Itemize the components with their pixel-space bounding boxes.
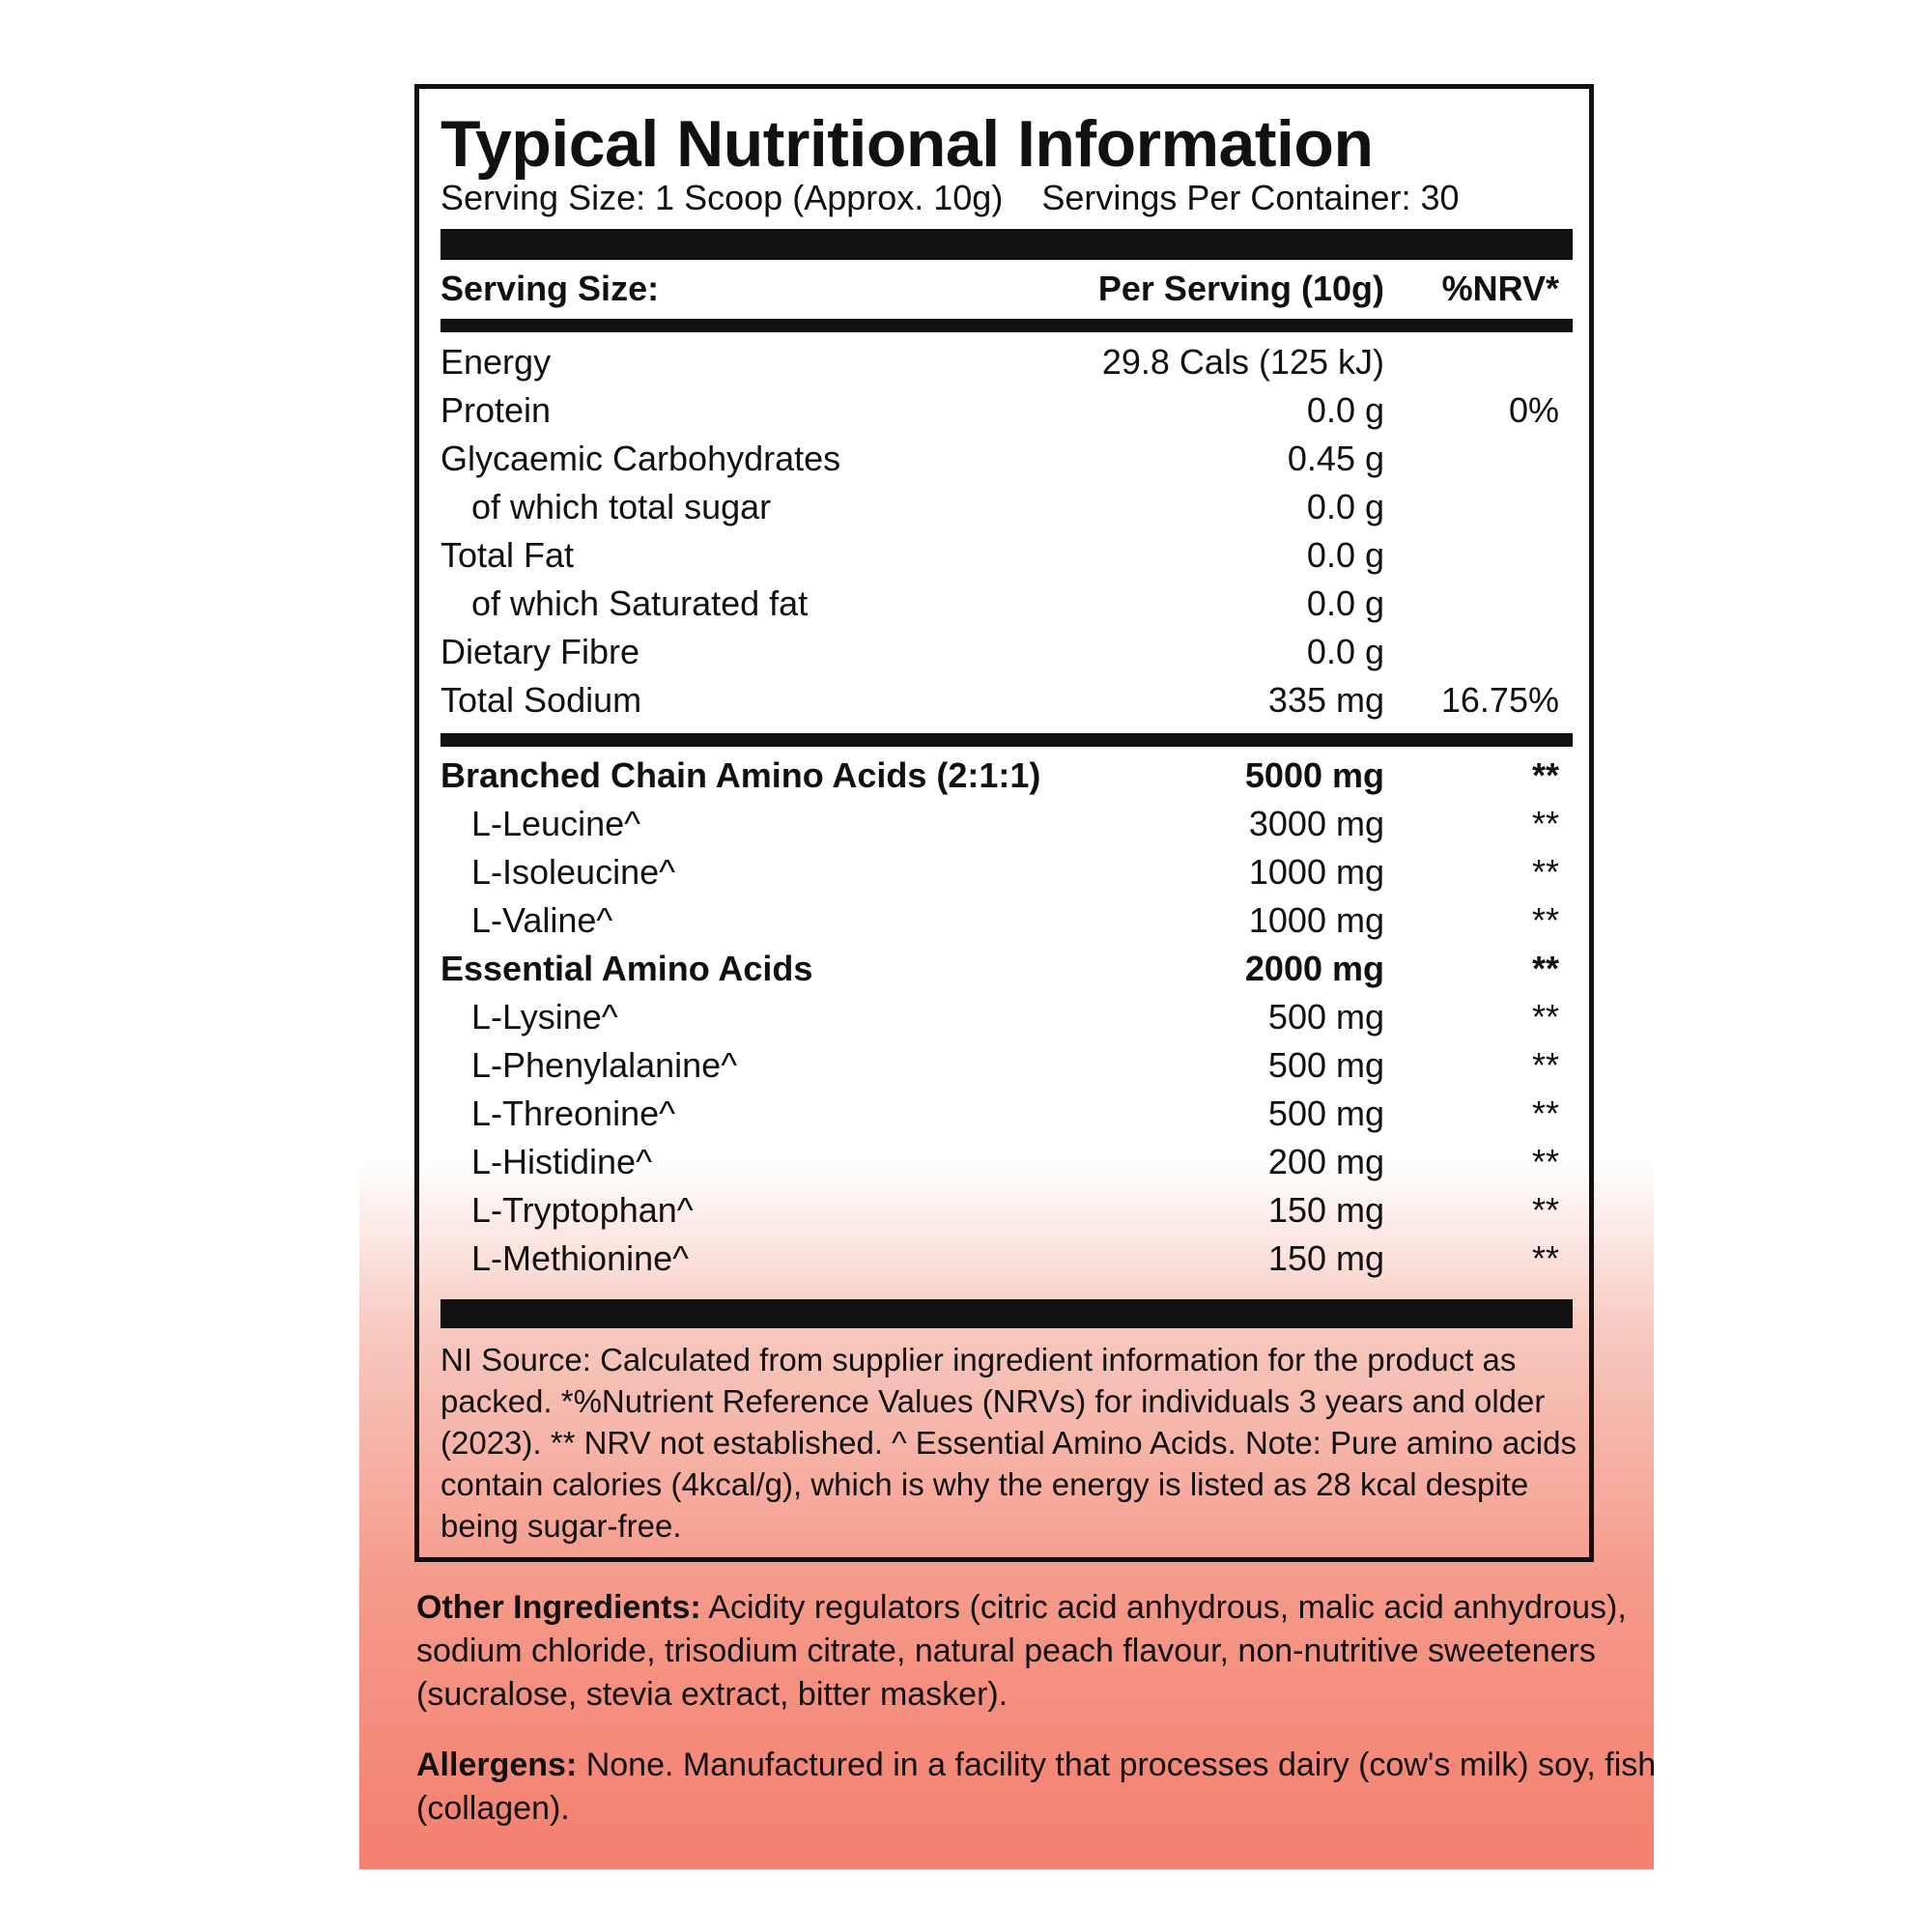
other-ingredients-text: Acidity regulators (citric acid anhydrous, malic acid anhydrous), sodium chloride, trisodium citrate, natural peach flavour, non-nutritive sweeteners (sucralose, stevia extract, bitter masker). xyxy=(416,1589,1627,1713)
amino-name: L-Threonine^ xyxy=(471,1094,676,1133)
amino-nrv: ** xyxy=(1531,1045,1559,1085)
other-ingredients xyxy=(416,1586,1662,1717)
amino-name: Essential Amino Acids xyxy=(440,949,813,988)
table-row xyxy=(440,949,1573,997)
table-row xyxy=(440,390,1573,439)
nutrient-nrv: 16.75% xyxy=(1440,680,1559,720)
nutrient-amount: 0.0 g xyxy=(1306,535,1384,575)
table-row xyxy=(440,997,1573,1045)
nutrient-name: of which total sugar xyxy=(471,487,772,526)
serving-info xyxy=(440,178,1460,218)
nutrient-amount: 0.45 g xyxy=(1287,439,1384,478)
servings-per-container-text: Servings Per Container: 30 xyxy=(1041,178,1460,217)
amino-nrv: ** xyxy=(1531,1190,1559,1230)
amino-name: L-Methionine^ xyxy=(471,1238,690,1278)
allergens-label: Allergens: xyxy=(416,1747,578,1783)
table-row xyxy=(440,755,1573,804)
table-row xyxy=(440,632,1573,680)
amino-name: L-Histidine^ xyxy=(471,1142,652,1181)
amino-name: Branched Chain Amino Acids (2:1:1) xyxy=(440,755,1041,795)
table-row xyxy=(440,1094,1573,1142)
amino-amount: 1000 mg xyxy=(1248,852,1384,892)
nutrient-amount: 335 mg xyxy=(1267,680,1384,720)
amino-name: L-Leucine^ xyxy=(471,804,641,843)
amino-amount: 3000 mg xyxy=(1248,804,1384,843)
amino-amount: 1000 mg xyxy=(1248,900,1384,940)
nutrient-amount: 0.0 g xyxy=(1306,487,1384,526)
header-amount: Per Serving (10g) xyxy=(1097,269,1384,308)
amino-name: L-Valine^ xyxy=(471,900,613,940)
table-row xyxy=(440,852,1573,900)
amino-name: L-Isoleucine^ xyxy=(471,852,676,892)
footnote: NI Source: Calculated from supplier ingredient information for the product as packed. *%Nutrient Reference Values (NRVs) for individuals 3 years and older (2023). ** NRV not established. ^ Essential Amino Acids. Note: Pure amino acids contain calories (4kcal/g), which is why the energy is listed as 28 kcal despite being sugar-free. xyxy=(440,1342,1577,1544)
table-row xyxy=(440,1238,1573,1287)
other-ingredients-label: Other Ingredients: xyxy=(416,1589,701,1626)
header-nrv: %NRV* xyxy=(1441,269,1559,308)
amino-amount: 500 mg xyxy=(1267,997,1384,1037)
table-row xyxy=(440,439,1573,487)
nutrient-amount: 0.0 g xyxy=(1306,583,1384,623)
divider-medium xyxy=(440,319,1573,332)
serving-size-text: Serving Size: 1 Scoop (Approx. 10g) xyxy=(440,178,1004,217)
table-row xyxy=(440,583,1573,632)
table-row xyxy=(440,1045,1573,1094)
panel-title: Typical Nutritional Information xyxy=(440,107,1374,181)
amino-nrv: ** xyxy=(1531,1238,1559,1278)
table-row xyxy=(440,487,1573,535)
table-row xyxy=(440,1190,1573,1238)
table-row xyxy=(440,1142,1573,1190)
amino-nrv: ** xyxy=(1531,852,1559,892)
nutrition-facts-panel xyxy=(414,84,1594,1562)
nutrient-nrv: 0% xyxy=(1508,390,1559,430)
nutrient-name: Protein xyxy=(440,390,552,430)
amino-amount: 5000 mg xyxy=(1244,755,1384,795)
nutrient-name: Glycaemic Carbohydrates xyxy=(440,439,841,478)
amino-amount: 500 mg xyxy=(1267,1094,1384,1133)
table-row xyxy=(440,900,1573,949)
nutrient-amount: 0.0 g xyxy=(1306,632,1384,671)
amino-amount: 150 mg xyxy=(1267,1238,1384,1278)
table-row xyxy=(440,804,1573,852)
allergens xyxy=(416,1744,1662,1831)
divider-thick xyxy=(440,229,1573,260)
nutrient-name: Energy xyxy=(440,342,552,382)
amino-amount: 200 mg xyxy=(1267,1142,1384,1181)
nutrient-name: of which Saturated fat xyxy=(471,583,809,623)
amino-name: L-Phenylalanine^ xyxy=(471,1045,738,1085)
nutrient-name: Total Fat xyxy=(440,535,575,575)
amino-nrv: ** xyxy=(1531,804,1559,843)
table-row xyxy=(440,680,1573,728)
allergens-text: None. Manufactured in a facility that processes dairy (cow's milk) soy, fish (collagen). xyxy=(416,1747,1657,1827)
amino-name: L-Lysine^ xyxy=(471,997,618,1037)
table-header xyxy=(440,269,1573,315)
amino-nrv: ** xyxy=(1531,949,1559,988)
nutrient-amount: 29.8 Cals (125 kJ) xyxy=(1101,342,1384,382)
divider-thick xyxy=(440,1299,1573,1328)
divider-medium xyxy=(440,733,1573,747)
amino-nrv: ** xyxy=(1531,1094,1559,1133)
header-name: Serving Size: xyxy=(440,269,660,308)
table-row xyxy=(440,535,1573,583)
amino-name: L-Tryptophan^ xyxy=(471,1190,694,1230)
amino-amount: 500 mg xyxy=(1267,1045,1384,1085)
amino-nrv: ** xyxy=(1531,900,1559,940)
nutrient-amount: 0.0 g xyxy=(1306,390,1384,430)
table-row xyxy=(440,342,1573,390)
amino-nrv: ** xyxy=(1531,1142,1559,1181)
amino-amount: 2000 mg xyxy=(1244,949,1384,988)
nutrient-name: Dietary Fibre xyxy=(440,632,640,671)
amino-amount: 150 mg xyxy=(1267,1190,1384,1230)
amino-nrv: ** xyxy=(1531,755,1559,795)
nutrient-name: Total Sodium xyxy=(440,680,642,720)
amino-nrv: ** xyxy=(1531,997,1559,1037)
